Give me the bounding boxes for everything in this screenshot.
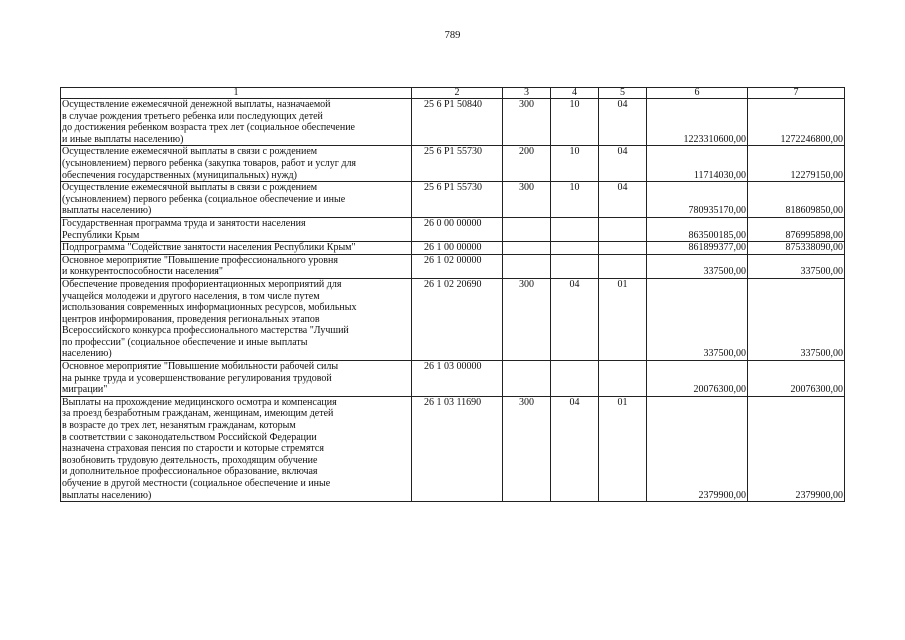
- expense-type-code: [503, 254, 551, 278]
- page-number: 789: [444, 30, 461, 41]
- section-code: [551, 242, 599, 255]
- table-row: [61, 254, 845, 278]
- table-row: [61, 396, 845, 501]
- item-name: Выплаты на прохождение медицинского осмотра и компенсация за проезд безработным гражданам, женщинам, имеющим детей в возрасте до трех лет, незанятым гражданам, которым в соответствии с законодательством Российской Федерации назначена страховая пенсия по старости и которые стремятся возобновить трудовую деятельность, проходящим обучение и дополнительное профессиональное образование, включая обучение в другой местности (социальное обеспечение и иные выплаты населению): [61, 396, 412, 501]
- expense-type-code: [503, 242, 551, 255]
- subsection-code: [599, 217, 647, 241]
- subsection-code: 01: [599, 278, 647, 360]
- section-code: [551, 361, 599, 397]
- amount-col6: 861899377,00: [647, 242, 748, 255]
- amount-col7: 875338090,00: [748, 242, 845, 255]
- subsection-code: [599, 254, 647, 278]
- column-header-3: 3: [503, 88, 551, 99]
- section-code: [551, 254, 599, 278]
- table-row: [61, 278, 845, 360]
- section-code: 04: [551, 278, 599, 360]
- column-header-5: 5: [599, 88, 647, 99]
- classification-code: 25 6 P1 55730: [412, 182, 503, 218]
- expense-type-code: 200: [503, 146, 551, 182]
- subsection-code: [599, 242, 647, 255]
- expense-type-code: [503, 361, 551, 397]
- subsection-code: 01: [599, 396, 647, 501]
- amount-col6: 337500,00: [647, 278, 748, 360]
- column-header-6: 6: [647, 88, 748, 99]
- amount-col7: 818609850,00: [748, 182, 845, 218]
- expense-type-code: 300: [503, 278, 551, 360]
- amount-col7: 20076300,00: [748, 361, 845, 397]
- classification-code: 26 1 00 00000: [412, 242, 503, 255]
- amount-col7: 12279150,00: [748, 146, 845, 182]
- classification-code: 26 1 03 11690: [412, 396, 503, 501]
- amount-col6: 20076300,00: [647, 361, 748, 397]
- table-row: [61, 182, 845, 218]
- classification-code: 25 6 P1 50840: [412, 99, 503, 146]
- item-name: Основное мероприятие "Повышение мобильности рабочей силы на рынке труда и усовершенствование регулирования трудовой миграции": [61, 361, 412, 397]
- amount-col7: 337500,00: [748, 278, 845, 360]
- subsection-code: 04: [599, 99, 647, 146]
- amount-col6: 863500185,00: [647, 217, 748, 241]
- amount-col7: 876995898,00: [748, 217, 845, 241]
- amount-col6: 337500,00: [647, 254, 748, 278]
- amount-col6: 1223310600,00: [647, 99, 748, 146]
- expense-type-code: 300: [503, 182, 551, 218]
- amount-col7: 337500,00: [748, 254, 845, 278]
- column-header-4: 4: [551, 88, 599, 99]
- expense-type-code: [503, 217, 551, 241]
- subsection-code: 04: [599, 146, 647, 182]
- item-name: Обеспечение проведения профориентационных мероприятий для учащейся молодежи и другого населения, в том числе путем использования современных информационных ресурсов, мобильных центров информирования, проведения региональных этапов Всероссийского конкурса профессионального мастерства "Лучший по профессии" (социальное обеспечение и иные выплаты населению): [61, 278, 412, 360]
- budget-table: [60, 87, 845, 502]
- classification-code: 26 1 02 00000: [412, 254, 503, 278]
- item-name: Государственная программа труда и занятости населения Республики Крым: [61, 217, 412, 241]
- item-name: Осуществление ежемесячной выплаты в связи с рождением (усыновлением) первого ребенка (закупка товаров, работ и услуг для обеспечения государственных (муниципальных) нужд): [61, 146, 412, 182]
- classification-code: 26 0 00 00000: [412, 217, 503, 241]
- item-name: Осуществление ежемесячной выплаты в связи с рождением (усыновлением) первого ребенка (социальное обеспечение и иные выплаты населению): [61, 182, 412, 218]
- classification-code: 25 6 P1 55730: [412, 146, 503, 182]
- table-row: [61, 361, 845, 397]
- section-code: [551, 217, 599, 241]
- item-name: Подпрограмма "Содействие занятости населения Республики Крым": [61, 242, 412, 255]
- column-header-7: 7: [748, 88, 845, 99]
- table-row: [61, 99, 845, 146]
- column-header-1: 1: [61, 88, 412, 99]
- section-code: 04: [551, 396, 599, 501]
- section-code: 10: [551, 182, 599, 218]
- table-row: [61, 146, 845, 182]
- subsection-code: 04: [599, 182, 647, 218]
- amount-col7: 2379900,00: [748, 396, 845, 501]
- item-name: Осуществление ежемесячной денежной выплаты, назначаемой в случае рождения третьего ребенка или последующих детей до достижения ребенком возраста трех лет (социальное обеспечение и иные выплаты населению): [61, 99, 412, 146]
- section-code: 10: [551, 146, 599, 182]
- amount-col6: 780935170,00: [647, 182, 748, 218]
- classification-code: 26 1 02 20690: [412, 278, 503, 360]
- table-row: [61, 217, 845, 241]
- item-name: Основное мероприятие "Повышение профессионального уровня и конкурентоспособности населения": [61, 254, 412, 278]
- expense-type-code: 300: [503, 396, 551, 501]
- amount-col6: 11714030,00: [647, 146, 748, 182]
- table-row: [61, 242, 845, 255]
- section-code: 10: [551, 99, 599, 146]
- classification-code: 26 1 03 00000: [412, 361, 503, 397]
- amount-col7: 1272246800,00: [748, 99, 845, 146]
- header-row: [61, 88, 845, 99]
- subsection-code: [599, 361, 647, 397]
- expense-type-code: 300: [503, 99, 551, 146]
- amount-col6: 2379900,00: [647, 396, 748, 501]
- column-header-2: 2: [412, 88, 503, 99]
